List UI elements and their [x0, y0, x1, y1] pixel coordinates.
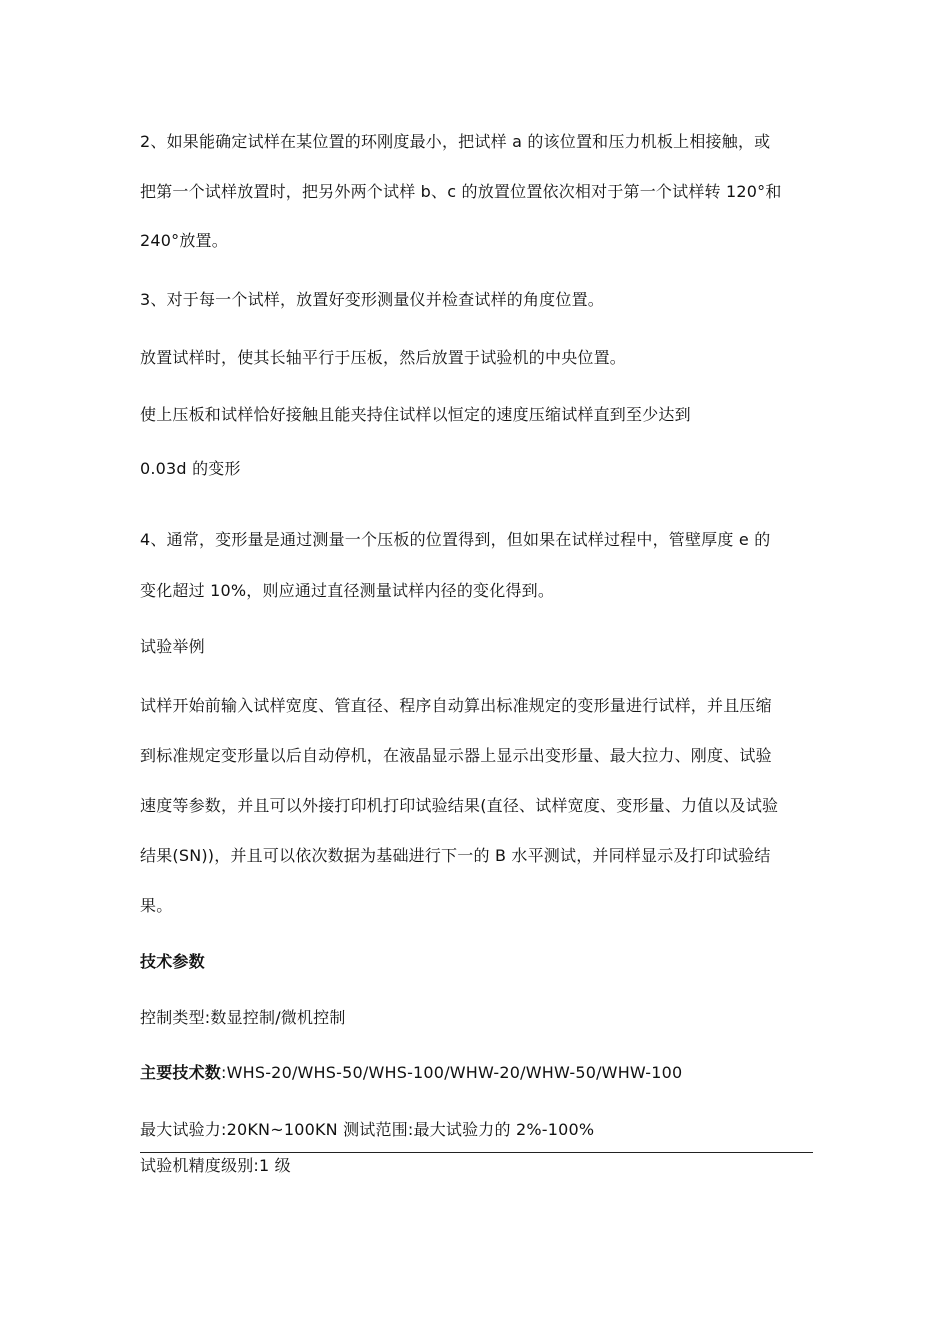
paragraph-compress-line-1: 使上压板和试样恰好接触且能夹持住试样以恒定的速度压缩试样直到至少达到 — [140, 405, 691, 424]
paragraph-2-line-2: 把第一个试样放置时，把另外两个试样 b、c 的放置位置依次相对于第一个试样转 120°和 — [140, 182, 782, 201]
section-example-heading: 试验举例 — [140, 637, 205, 656]
paragraph-2-line-1: 2、如果能确定试样在某位置的环刚度最小，把试样 a 的该位置和压力机板上相接触，或 — [140, 132, 771, 151]
example-line-2: 到标准规定变形量以后自动停机，在液晶显示器上显示出变形量、最大拉力、刚度、试验 — [140, 746, 772, 765]
example-line-4: 结果(SN))，并且可以依次数据为基础进行下一的 B 水平测试，并同样显示及打印试验结 — [140, 846, 771, 865]
paragraph-compress-line-2: 0.03d 的变形 — [140, 459, 241, 478]
paragraph-4-line-2: 变化超过 10%，则应通过直径测量试样内径的变化得到。 — [140, 581, 555, 600]
max-force-line: 最大试验力:20KN~100KN 测试范围:最大试验力的 2%-100% — [140, 1120, 595, 1139]
example-line-3: 速度等参数，并且可以外接打印机打印试验结果(直径、试样宽度、变形量、力值以及试验 — [140, 796, 779, 815]
paragraph-placement: 放置试样时，使其长轴平行于压板，然后放置于试验机的中央位置。 — [140, 348, 627, 367]
paragraph-3-line-1: 3、对于每一个试样，放置好变形测量仪并检查试样的角度位置。 — [140, 290, 604, 309]
main-params-line — [140, 1062, 682, 1084]
main-params-value: :WHS-20/WHS-50/WHS-100/WHW-20/WHW-50/WHW-100 — [221, 1063, 683, 1082]
accuracy-line: 试验机精度级别:1 级 — [140, 1156, 291, 1175]
example-line-5: 果。 — [140, 896, 173, 915]
control-type-line: 控制类型:数显控制/微机控制 — [140, 1008, 346, 1027]
paragraph-2-line-3: 240°放置。 — [140, 231, 228, 250]
paragraph-4-line-1: 4、通常，变形量是通过测量一个压板的位置得到，但如果在试样过程中，管壁厚度 e 的 — [140, 530, 771, 549]
main-params-label: 主要技术数 — [140, 1063, 222, 1082]
example-line-1: 试样开始前输入试样宽度、管直径、程序自动算出标准规定的变形量进行试样，并且压缩 — [140, 696, 772, 715]
tech-params-heading: 技术参数 — [140, 952, 205, 971]
divider-rule — [140, 1152, 813, 1153]
